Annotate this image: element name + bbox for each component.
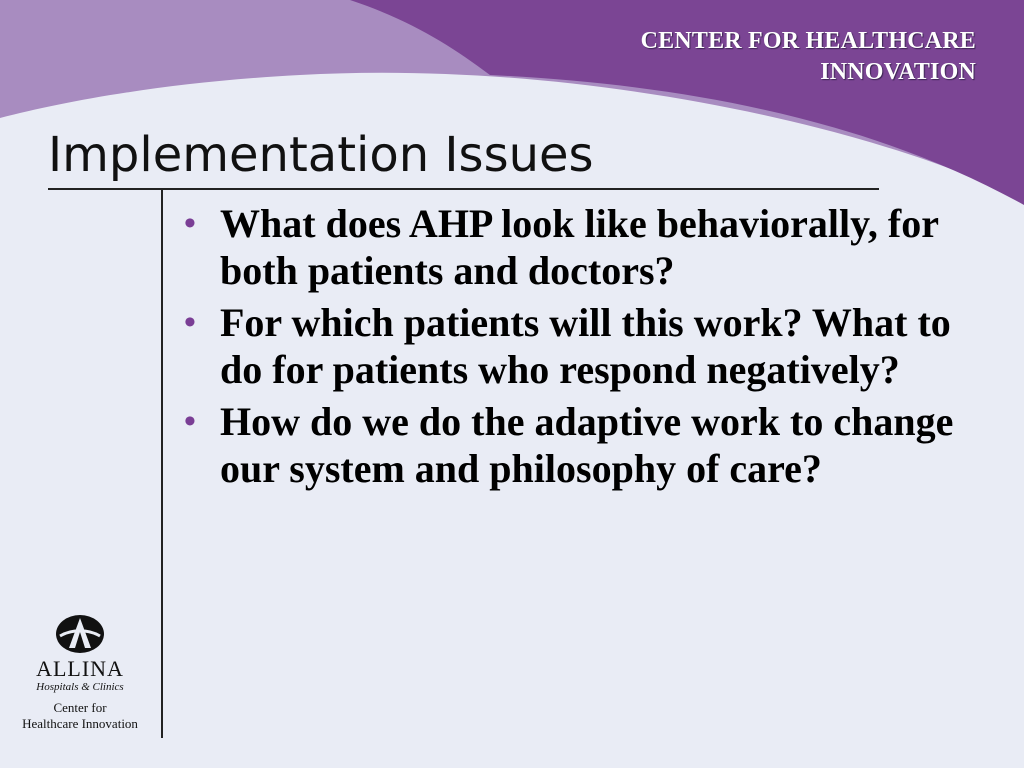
bullet-item: [184, 299, 974, 393]
allina-logo: [20, 612, 140, 732]
logo-center-line-2: Healthcare Innovation: [22, 716, 138, 731]
bullet-item: [184, 200, 974, 294]
brand-line-1: CENTER FOR HEALTHCARE: [640, 28, 976, 54]
allina-a-icon: [54, 612, 106, 656]
bullet-dot-icon: •: [184, 205, 196, 242]
brand-line-2: INNOVATION: [820, 59, 976, 85]
bullet-dot-icon: •: [184, 304, 196, 341]
logo-center-line-1: Center for: [53, 700, 107, 715]
bullet-item: [184, 398, 974, 492]
logo-subtitle: Hospitals & Clinics: [36, 681, 124, 693]
logo-center-text: [20, 700, 140, 732]
header-brand-text: [641, 26, 976, 88]
bullet-text: For which patients will this work? What to do for patients who respond negatively?: [220, 300, 951, 392]
title-underline: [48, 188, 879, 190]
vertical-divider: [161, 190, 163, 738]
bullet-dot-icon: •: [184, 403, 196, 440]
logo-name: ALLINA: [36, 656, 124, 681]
bullet-list: [184, 200, 974, 497]
slide-title: Implementation Issues: [48, 127, 594, 183]
bullet-text: What does AHP look like behaviorally, for both patients and doctors?: [220, 201, 939, 293]
bullet-text: How do we do the adaptive work to change our system and philosophy of care?: [220, 399, 954, 491]
